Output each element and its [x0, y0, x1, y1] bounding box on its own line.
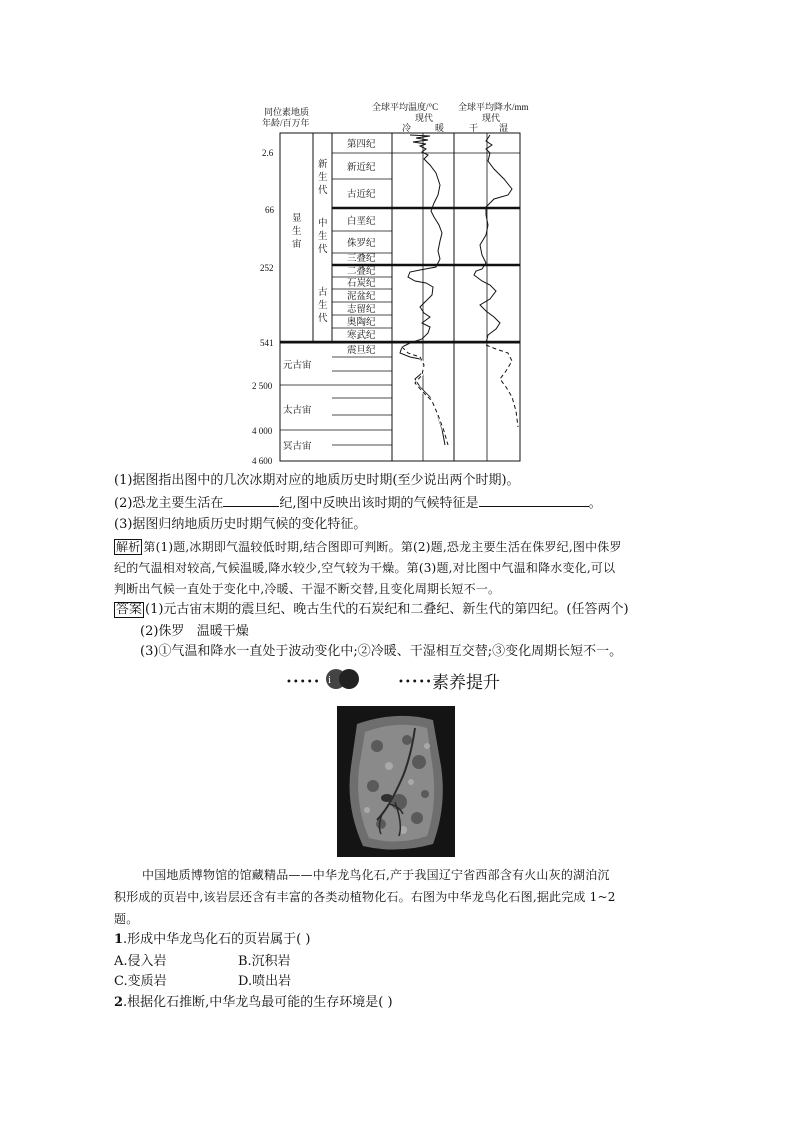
geologic-climate-figure: [250, 95, 540, 470]
svg-text:i: i: [328, 674, 332, 686]
warm-label: 暖: [435, 123, 445, 133]
answer-line-1: [114, 601, 629, 619]
mc1-stem-text: .形成中华龙鸟化石的页岩属于( ): [123, 932, 311, 947]
temperature-curve: [400, 135, 445, 445]
question-2: [114, 494, 602, 513]
age-541: 541: [260, 338, 274, 348]
analysis-line-2: 纪的气温相对较高,气候温暖,降水较少,空气较为干燥。第(3)题,对比图中气温和降水变化,可以: [114, 561, 616, 575]
eon-archean: 太古宙: [283, 406, 312, 416]
era-mesozoic-1: 中: [318, 219, 328, 229]
passage-line-1: 中国地质博物馆的馆藏精品——中华龙鸟化石,产于我国辽宁省西部含有火山灰的湖泊沉: [142, 868, 610, 882]
eon-phanerozoic-3: 宙: [292, 240, 302, 250]
period-neogene: 新近纪: [347, 163, 376, 173]
age-2500: 2 500: [252, 381, 273, 391]
question-3: (3)据图归纳地质历史时期气候的变化特征。: [114, 517, 367, 532]
analysis-line-3: 判断出气候一直处于变化中,冷暖、干湿不断交替,且变化周期长短不一。: [114, 582, 501, 596]
temp-now: 现代: [415, 113, 434, 123]
question-2-part-c: 。: [588, 496, 602, 511]
answer-line-2: (2)侏罗 温暖干燥: [140, 624, 249, 639]
precipitation-curve: [474, 135, 512, 343]
age-header-2: 年龄/百万年: [262, 118, 310, 128]
eon-phanerozoic-2: 生: [292, 227, 302, 237]
blank-period[interactable]: [223, 494, 279, 507]
analysis-text-1: 第(1)题,冰期即气温较低时期,结合图即可判断。第(2)题,恐龙主要生活在侏罗纪,图中侏罗: [143, 540, 622, 554]
temperature-curve-dashed: [402, 347, 448, 445]
answer-label: 答案: [116, 602, 143, 617]
period-carboniferous: 石炭纪: [347, 279, 376, 289]
mc2-stem-text: .根据化石推断,中华龙鸟最可能的生存环境是( ): [123, 995, 393, 1010]
temp-title: 全球平均温度/°C: [372, 102, 439, 112]
eon-phanerozoic-1: 显: [292, 214, 302, 224]
age-66: 66: [265, 205, 274, 215]
mc2-number: 2: [114, 995, 124, 1010]
era-mesozoic-3: 代: [318, 245, 328, 255]
period-permian: 二叠纪: [347, 267, 376, 277]
answer-line-3: (3)①气温和降水一直处于波动变化中;②冷暖、干湿相互交替;③变化周期长短不一。: [140, 644, 623, 659]
dots-right: •••••: [398, 677, 433, 688]
mc1-option-b[interactable]: B.沉积岩: [238, 954, 291, 969]
dots-left: •••••: [286, 677, 321, 688]
analysis-label: 解析: [116, 540, 141, 554]
fossil-photo: [337, 706, 455, 857]
mc1-number: 1: [114, 932, 124, 947]
passage-line-3: 题。: [114, 912, 139, 926]
analysis-line-1: [114, 538, 622, 556]
precip-title: 全球平均降水/mm: [458, 102, 529, 112]
era-paleozoic-1: 古: [318, 288, 328, 298]
era-paleozoic-3: 代: [318, 314, 328, 324]
eon-proterozoic: 元古宙: [283, 361, 312, 371]
period-jurassic: 侏罗纪: [347, 239, 376, 249]
blank-climate[interactable]: [479, 494, 589, 507]
period-cretaceous: 白垩纪: [347, 217, 376, 227]
section-heading: [286, 668, 546, 692]
era-mesozoic-2: 生: [318, 232, 328, 242]
question-2-part-b: 纪,图中反映出该时期的气候特征是: [279, 496, 479, 511]
period-cambrian: 寒武纪: [347, 331, 376, 341]
period-silurian: 志留纪: [347, 305, 376, 315]
period-ordovician: 奥陶纪: [347, 318, 376, 328]
eon-hadean: 冥古宙: [283, 442, 312, 452]
age-header-1: 同位素地质: [264, 107, 310, 117]
question-2-part-a: (2)恐龙主要生活在: [114, 496, 224, 511]
era-cenozoic-1: 新: [318, 160, 328, 170]
mc1-option-a[interactable]: A.侵入岩: [114, 954, 167, 969]
age-4000: 4 000: [252, 426, 273, 436]
age-2-6: 2.6: [262, 148, 274, 158]
mc1-stem: [114, 931, 310, 949]
cold-label: 冷: [402, 123, 412, 133]
mc2-stem: [114, 994, 393, 1012]
period-sinian: 震旦纪: [347, 346, 376, 356]
period-triassic: 三叠纪: [347, 254, 376, 264]
sinosauropteryx-fossil-image: [337, 706, 455, 857]
dry-label: 干: [469, 123, 479, 133]
section-badge-icon: [322, 668, 364, 690]
question-1: (1)据图指出图中的几次冰期对应的地质历史时期(至少说出两个时期)。: [114, 473, 520, 488]
precipitation-curve-dashed: [486, 345, 518, 427]
age-4600: 4 600: [252, 456, 273, 466]
mc1-option-c[interactable]: C.变质岩: [114, 974, 167, 989]
wet-label: 湿: [499, 123, 509, 133]
precip-now: 现代: [482, 113, 501, 123]
period-quaternary: 第四纪: [347, 140, 376, 150]
passage-line-2: 积形成的页岩中,该岩层还含有丰富的各类动植物化石。右图为中华龙鸟化石图,据此完成 1~2: [114, 890, 616, 904]
era-paleozoic-2: 生: [318, 301, 328, 311]
era-cenozoic-3: 代: [318, 186, 328, 196]
period-devonian: 泥盆纪: [347, 292, 376, 302]
answer-text-1: (1)元古宙末期的震旦纪、晚古生代的石炭纪和二叠纪、新生代的第四纪。(任答两个): [145, 602, 629, 617]
era-cenozoic-2: 生: [318, 173, 328, 183]
mc1-option-d[interactable]: D.喷出岩: [238, 974, 292, 989]
section-title: 素养提升: [432, 673, 500, 693]
age-252: 252: [260, 263, 274, 273]
period-paleogene: 古近纪: [347, 190, 376, 200]
